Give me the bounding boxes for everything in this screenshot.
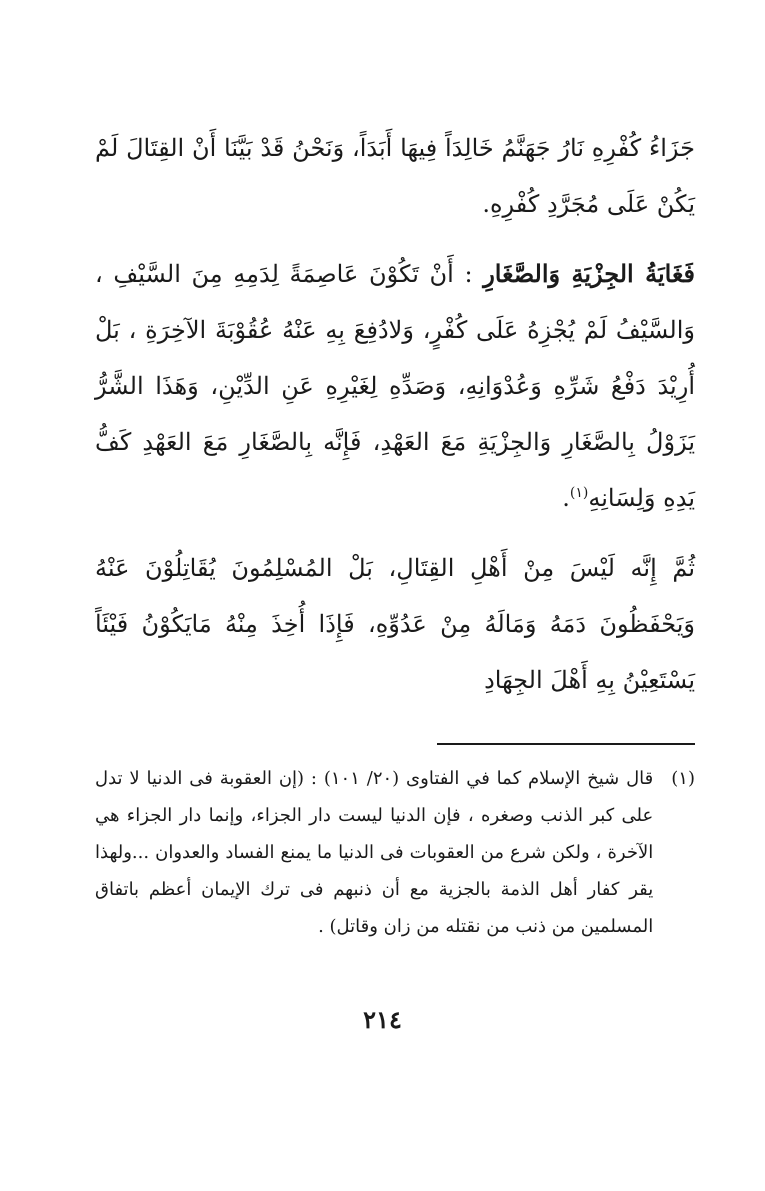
paragraph-3-text: ثُمَّ إِنَّه لَيْسَ مِنْ أَهْلِ القِتَالِ، بَلْ المُسْلِمُونَ يُقَاتِلُوْنَ عَنْهُ وَيَحْفَظُونَ دَمَهُ وَمَالَهُ مِنْ عَدُوِّهِ، فَإِذَا أُخِذَ مِنْهُ مَايَكُوْنُ فَيْئَاً يَسْتَعِيْنُ بِهِ أَهْلَ الجِهَادِ: [95, 554, 695, 694]
main-text-body: [95, 120, 695, 708]
paragraph-2-lead: فَغَايَةُ الجِزْيَةِ وَالصَّغَارِ: [483, 259, 695, 288]
footnote: [95, 760, 695, 945]
page-number: ٢١٤: [363, 1005, 402, 1034]
footnote-reference: (١): [569, 485, 589, 501]
paragraph-2-end: .: [562, 484, 570, 512]
paragraph-2: [95, 246, 695, 526]
footnote-text: قال شيخ الإسلام كما في الفتاوى (٢٠/ ١٠١) : (إن العقوبة فى الدنيا لا تدل على كبر الذنب وصغره ، فإن الدنيا ليست دار الجزاء، وإنما دار الجزاء هي الآخرة ، ولكن شرع من العقوبات فى الدنيا ما يمنع الفساد والعدوان ...ولهذا يقر كفار أهل الذمة بالجزية مع أن ذنبهم فى ترك الإيمان أعظم باتفاق المسلمين من ذنب من نقتله من زان وقاتل) .: [95, 768, 654, 937]
paragraph-3: [95, 540, 695, 708]
footnote-separator: [437, 743, 695, 745]
paragraph-2-text: : أَنْ تَكُوْنَ عَاصِمَةً لِدَمِهِ مِنَ السَّيْفِ ، وَالسَّيْفُ لَمْ يُجْزِهُ عَلَى كُفْرٍ، وَلادُفِعَ بِهِ عَنْهُ عُقُوْبَةَ الآخِرَةِ ، بَلْ أُرِيْدَ دَفْعُ شَرِّهِ وَعُدْوَانِهِ، وَصَدِّهِ لِغَيْرِهِ عَنِ الدِّيْنِ، وَهَذَا الشَّرُّ يَزَوْلُ بِالصَّغَارِ وَالجِزْيَةِ مَعَ العَهْدِ، فَإِنَّه بِالصَّغَارِ مَعَ العَهْدِ كَفُّ يَدِهِ وَلِسَانِهِ: [95, 260, 695, 512]
footnote-number: (١): [671, 768, 695, 789]
paragraph-1: [95, 120, 695, 232]
paragraph-1-text: جَزَاءُ كُفْرِهِ نَارُ جَهَنَّمُ خَالِدَاً فِيهَا أَبَدَاً، وَنَحْنُ قَدْ بَيَّنَا أَنْ القِتَالَ لَمْ يَكُنْ عَلَى مُجَرَّدِ كُفْرِهِ.: [95, 134, 695, 218]
